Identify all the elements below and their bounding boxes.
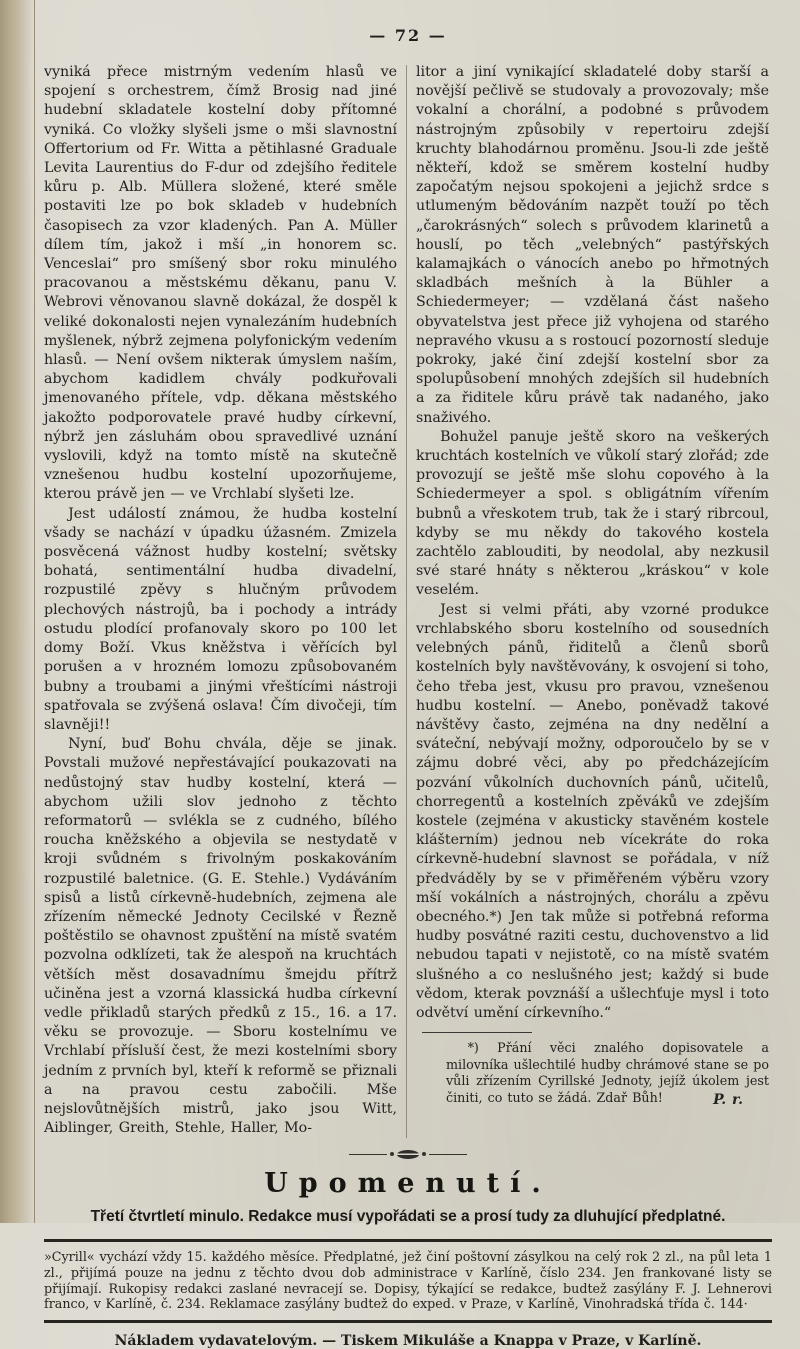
page-number: — 72 — bbox=[369, 26, 447, 45]
footnote-signature: P. r. bbox=[713, 1091, 743, 1108]
ornament-line-left bbox=[349, 1154, 387, 1155]
rule-below-fine-print bbox=[44, 1320, 772, 1323]
notice-title: Upomenutí. bbox=[264, 1168, 552, 1200]
paragraph: Nyní, buď Bohu chvála, děje se jinak. Povstali mužové nepřestávající poukazovati na nedůstojný stav hudby kostelní, která — abychom užili slov jednoho z těchto reformatorů — svlékla se z cudného, bílého roucha kněžského a objevila se nestydatě v kroji svůdném s frivolným poskakováním rozpustilé baletnice. (G. E. Stehle.) Vydáváním spisů a listů církevně-hudebních, zejmena ale zřízením německé Jednoty Cecilské v Řezně poštěstilo se ohavnost zpuštění na místě svatém pozvolna odklízeti, tak že alespoň na kruchtách větších měst dosavadnímu šmejdu přítrž učiněna jest a vzorná klassická hudba církevní vedle přikladů starých předků z 15., 16. a 17. věku se provozuje. — Sboru kostelnímu ve Vrchlabí přísluší čest, že mezi kostelními sbory jedním z prvních byl, kteří k reformě se přiznali a na pravou cestu zabočili. Mše nejslovůtnějších mistrů, jako jsou Witt, Aiblinger, Greith, Stehle, Haller, Mo- bbox=[44, 736, 397, 1137]
article-body bbox=[44, 63, 772, 1138]
masthead-fine-print: »Cyrill« vychází vždy 15. každého měsíce. Předplatné, jež činí poštovní zásylkou na celý rok 2 zl., na půl leta 1 zl., přijímá pouze na jednu z těchto dvou dob administrace v Karlíně, číslo 234. Jen frankované listy se přijímají. Rukopisy redakci zaslané nevracejí se. Dopisy, týkající se redakce, budtež zasýlány F. J. Lehnerovi franco, v Karlíně, č. 234. Reklamace zasýlány budtež do exped. v Praze, v Karlíně, Vinohradská třída č. 144· bbox=[44, 1249, 772, 1312]
paragraph: vyniká přece mistrným vedením hlasů ve spojení s orchestrem, čímž Brosig nad jiné hudební skladatele kostelní doby přítomné vyniká. Co vložky slyšeli jsme o mši slavnostní Offertorium od Fr. Witta a pětihlasné Graduale Levita Laurentius do F-dur od zdejšího ředitele kůru p. Alb. Müllera složené, které směle postaviti lze po bok skladeb v hudebních časopisech za vzor kladených. Pan A. Müller dílem tím, jakož i mší „in honorem sc. Venceslai“ pro smíšený sbor roku minulého pracovanou a městskému děkanu, panu V. Webrovi věnovanou slavně dokázal, že dospěl k veliké dokonalosti nejen vynalezáním hudebních myšlenek, nýbrž zejmena polyfonickým vedením hlasů. — Není ovšem nikterak úmyslem naším, abychom kadidlem chvály podkuřovali jmenovaného přítele, vdp. děkana městského jakožto podporovatele pravé hudby církevní, nýbrž jen zásluhám obou spravedlivé uznání vyslovili, když na tomto místě na skutečně vznešenou hudbu kostelní upozorňujeme, kterou právě jen — ve Vrchlabí slyšeti lze. bbox=[44, 64, 397, 503]
article-right-column bbox=[416, 63, 769, 1138]
ornament-line-right bbox=[429, 1154, 467, 1155]
footnote-text: *) Přání věci znalého dopisovatele a milovníka ušlechtilé hudby chrámové stane se po vůli zřízením Cyrillské Jednoty, jejíž úkolem jest činiti, co tuto se žádá. Zdař Bůh! bbox=[446, 1040, 769, 1105]
notice-subtitle: Třetí čtvrtletí minulo. Redakce musí vypořádati se a prosí tudy za dluhující předplatné. bbox=[90, 1208, 726, 1226]
paragraph: Jest si velmi přáti, aby vzorné produkce vrchlabského sboru kostelního od sousedních velebných pánů, řiditelů a členů sborů kostelních byly navštěvovány, k osvojení si toho, čeho třeba jest, vkusu pro pravou, vznešenou hudbu kostelní. — Anebo, poněvadž takové návštěvy často, zejména na dny nedělní a sváteční, nebývají možny, odporoučelo by se v zájmu dobré věci, aby po předcházejícím pozvání vůkolních duchovních pánů, učitelů, chorregentů a kostelních zpěváků ve zdejším kostele (zejména v akusticky stavěném kostele klášterním) jednou neb vícekráte do roka církevně-hudební slavnost se pořádala, v níž předváděly by se v přiměřeném výběru vzory mší vokálních a nástrojných, chorálu a zpěvu obecného.*) Jen tak může si potřebná reforma hudby posvátné raziti cestu, duchovenstvo a lid nebudou tapati v nejistotě, co na místě svatém slušného a co neslušného jest; každý si bude vědom, kterak povznáší a ušlechťuje mysl i toto odvětví umění církevního.“ bbox=[416, 601, 769, 1021]
footnote-separator-rule bbox=[422, 1032, 532, 1033]
ornament-lens bbox=[397, 1150, 419, 1159]
paragraph: litor a jiní vynikající skladatelé doby starší a novější pečlivě se studovaly a provozovaly; mše vokalní a chorální, a podobné s průvodem nástrojným způsobily v repertoiru zdejší kruchty blahodárnou proměnu. Jsou-li zde ještě někteří, kdož se směrem kostelní hudby započatým nejsou spokojeni a jejichž srdce s utlumeným bědováním nazpět touží po těch „čarokrásných“ solech s průvodem klarinetů a houslí, po těch „velebných“ pastýřských kalamajkách o vánocích anebo po hřmotných skladbách mešních à la Bühler a Schiedermeyer; — vzdělaná část našeho obyvatelstva jest přece již vyhojena od starého nepravého vkusu a s rostoucí pozorností sleduje pokroky, jaké činí zdejší kostelní sbor za spolupůsobení mnohých zdejších sil hudebních a za řiditele kůru právě tak nadaného, jako snaživého. bbox=[416, 64, 769, 426]
paragraph: Jest událostí známou, že hudba kostelní všady se nachází v úpadku úžasném. Zmizela posvěcená vážnost hudby kostelní; světsky bohatá, sentimentální hudba divadelní, rozpustilé zpěvy s hlučným průvodem plechových nástrojů, ba i pochody a intrády ostudu plodící profanovaly skoro po 100 let domy Boží. Vkus kněžstva i věřících byl porušen a v hrozném lomozu způsobovaném bubny a troubami a jinými vřeštícími nástroji spatřovala se zvýšená oslava! Čím divočeji, tím slavněji!! bbox=[44, 505, 397, 733]
column-divider-rule bbox=[406, 65, 407, 1138]
ornament-divider bbox=[44, 1148, 772, 1160]
page-gutter-shadow bbox=[0, 0, 35, 1223]
rule-above-fine-print bbox=[44, 1239, 772, 1242]
right-column-paragraphs bbox=[416, 63, 769, 1023]
publisher-imprint: Nákladem vydavatelovým. — Tiskem Mikuláše a Knappa v Praze, v Karlíně. bbox=[114, 1332, 702, 1349]
article-left-column bbox=[44, 63, 397, 1138]
footnote bbox=[416, 1032, 769, 1110]
ornament-dot-left bbox=[390, 1152, 394, 1156]
ornament-dot-right bbox=[422, 1152, 426, 1156]
paragraph: Bohužel panuje ještě skoro na veškerých kruchtách kostelních ve vůkolí starý zlořád; zde provozují se ještě mše slohu copového à la Schiedermeyer a spol. s obligátním vířením bubnů a vřeskotem trub, tak že i starý ribrcoul, kdyby se mu někdy do takového kostela zachtělo zablouditi, by neodolal, aby nezkusil své staré hnáty s některou „kráskou“ v kole veselém. bbox=[416, 428, 769, 599]
scanned-page bbox=[44, 0, 772, 1349]
